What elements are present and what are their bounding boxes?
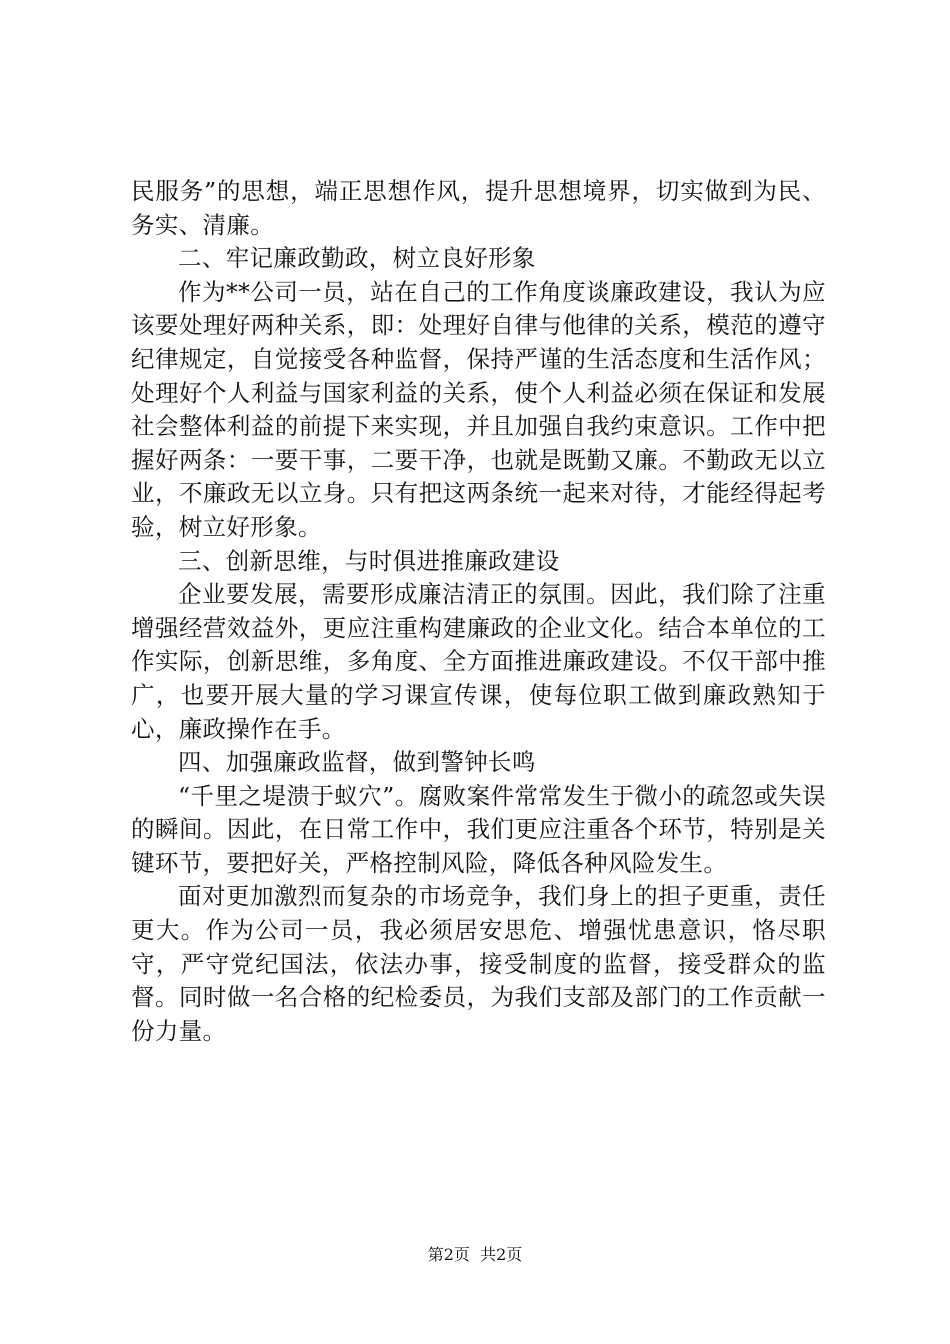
paragraph: 企业要发展，需要形成廉洁清正的氛围。因此，我们除了注重增强经营效益外，更应注重构建廉政的企业文化。结合本单位的工作实际，创新思维，多角度、全方面推进廉政建设。不仅干部中推广，也要开展大量的学习课宣传课，使每位职工做到廉政熟知于心，廉政操作在手。 bbox=[131, 580, 826, 743]
paragraph: 面对更加激烈而复杂的市场竞争，我们身上的担子更重，责任更大。作为公司一员，我必须居安思危、增强忧患意识，恪尽职守，严守党纪国法，依法办事，接受制度的监督，接受群众的监督。同时做一名合格的纪检委员，为我们支部及部门的工作贡献一份力量。 bbox=[131, 882, 826, 1045]
paragraph: 作为**公司一员，站在自己的工作角度谈廉政建设，我认为应该要处理好两种关系，即：处理好自律与他律的关系，模范的遵守纪律规定，自觉接受各种监督，保持严谨的生活态度和生活作风；处理好个人利益与国家利益的关系，使个人利益必须在保证和发展社会整体利益的前提下来实现，并且加强自我约束意识。工作中把握好两条：一要干事，二要干净，也就是既勤又廉。不勤政无以立业，不廉政无以立身。只有把这两条统一起来对待，才能经得起考验，树立好形象。 bbox=[131, 277, 826, 541]
section-heading-3: 三、创新思维，与时俱进推廉政建设 bbox=[178, 546, 560, 575]
paragraph-continuation: 民服务”的思想，端正思想作风，提升思想境界，切实做到为民、务实、清廉。 bbox=[131, 177, 826, 239]
section-heading-4: 四、加强廉政监督，做到警钟长鸣 bbox=[178, 748, 536, 777]
section-heading-2: 二、牢记廉政勤政，树立良好形象 bbox=[178, 244, 536, 273]
paragraph: “千里之堤溃于蚁穴”。腐败案件常常发生于微小的疏忽或失误的瞬间。因此，在日常工作中，我们更应注重各个环节，特别是关键环节，要把好关，严格控制风险，降低各种风险发生。 bbox=[131, 781, 826, 877]
page-number-footer: 第2页 共2页 bbox=[427, 1245, 523, 1264]
document-body bbox=[131, 175, 826, 1048]
